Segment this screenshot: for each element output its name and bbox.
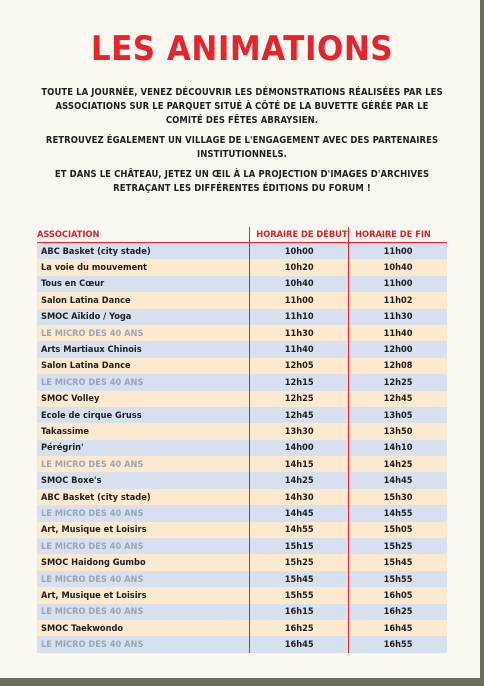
row-end-time: 14h45 [349,472,447,488]
table-row [37,341,447,357]
row-association: LE MICRO DES 40 ANS [37,374,250,390]
row-start-time: 11h40 [250,341,349,357]
row-start-time: 14h45 [250,505,349,521]
table-row [37,309,447,325]
table-row [37,325,447,341]
row-end-time: 11h40 [349,325,447,341]
table-row [37,620,447,636]
row-start-time: 15h55 [250,587,349,603]
row-end-time: 11h00 [349,243,447,260]
row-association: LE MICRO DES 40 ANS [37,636,250,652]
row-end-time: 15h05 [349,522,447,538]
row-start-time: 15h25 [250,554,349,570]
row-association: Art, Musique et Loisirs [37,522,250,538]
row-start-time: 14h55 [250,522,349,538]
row-start-time: 13h30 [250,423,349,439]
row-association: ABC Basket (city stade) [37,489,250,505]
row-association: LE MICRO DES 40 ANS [37,538,250,554]
row-start-time: 11h00 [250,292,349,308]
table-row [37,440,447,456]
row-end-time: 11h02 [349,292,447,308]
row-end-time: 15h30 [349,489,447,505]
row-start-time: 12h05 [250,358,349,374]
table-row [37,456,447,472]
row-start-time: 12h45 [250,407,349,423]
intro-text [40,86,444,202]
row-end-time: 15h45 [349,554,447,570]
row-end-time: 16h55 [349,636,447,652]
row-association: SMOC Haidong Gumbo [37,554,250,570]
table-row [37,472,447,488]
page-title: LES ANIMATIONS [90,29,394,69]
row-end-time: 14h10 [349,440,447,456]
row-association: LE MICRO DES 40 ANS [37,505,250,521]
row-end-time: 13h05 [349,407,447,423]
row-association: Arts Martiaux Chinois [37,341,250,357]
row-end-time: 12h25 [349,374,447,390]
header-start-time: HORAIRE DE DÉBUT [250,227,349,243]
row-end-time: 15h55 [349,571,447,587]
header-end-time: HORAIRE DE FIN [349,227,447,243]
table-row [37,423,447,439]
table-row [37,571,447,587]
table-row [37,538,447,554]
row-association: Salon Latina Dance [37,292,250,308]
row-start-time: 14h00 [250,440,349,456]
row-end-time: 12h08 [349,358,447,374]
row-association: Takassime [37,423,250,439]
header-association: ASSOCIATION [37,227,250,243]
row-end-time: 16h45 [349,620,447,636]
table-row [37,259,447,275]
row-association: LE MICRO DES 40 ANS [37,604,250,620]
row-association: LE MICRO DES 40 ANS [37,325,250,341]
row-start-time: 12h25 [250,391,349,407]
row-start-time: 10h00 [250,243,349,260]
row-end-time: 10h40 [349,259,447,275]
row-end-time: 13h50 [349,423,447,439]
print-reference [462,575,470,615]
intro-paragraph-2: RETROUVEZ ÉGALEMENT UN VILLAGE DE L'ENGAGEMENT AVEC DES PARTENAIRES INSTITUTIONNELS. [45,135,439,160]
row-start-time: 16h45 [250,636,349,652]
row-end-time: 14h55 [349,505,447,521]
row-end-time: 11h00 [349,276,447,292]
row-association: Art, Musique et Loisirs [37,587,250,603]
row-start-time: 16h25 [250,620,349,636]
row-end-time: 12h00 [349,341,447,357]
table-header-row [37,227,447,243]
row-start-time: 16h15 [250,604,349,620]
row-association: Ecole de cirque Gruss [37,407,250,423]
row-association: Tous en Cœur [37,276,250,292]
row-end-time: 11h30 [349,309,447,325]
row-association: LE MICRO DES 40 ANS [37,571,250,587]
row-start-time: 14h25 [250,472,349,488]
table-row [37,276,447,292]
schedule-table-body [37,243,447,653]
table-row [37,554,447,570]
table-row [37,636,447,652]
row-start-time: 10h20 [250,259,349,275]
schedule-table [37,227,447,653]
row-end-time: 15h25 [349,538,447,554]
row-association: SMOC Aïkido / Yoga [37,309,250,325]
row-association: Salon Latina Dance [37,358,250,374]
table-row [37,358,447,374]
row-association: La voie du mouvement [37,259,250,275]
row-association: Pérégrin' [37,440,250,456]
row-start-time: 11h30 [250,325,349,341]
table-row [37,292,447,308]
intro-paragraph-3: ET DANS LE CHÂTEAU, JETEZ UN ŒIL À LA PROJECTION D'IMAGES D'ARCHIVES RETRAÇANT LES DIFFÉRENTES ÉDITIONS DU FORUM ! [54,169,430,194]
table-row [37,522,447,538]
intro-paragraph-1: TOUTE LA JOURNÉE, VENEZ DÉCOUVRIR LES DÉMONSTRATIONS RÉALISÉES PAR LES ASSOCIATIONS SUR LE PARQUET SITUÉ À CÔTÉ DE LA BUVETTE GÉRÉE PAR LE COMITÉ DES FÊTES ABRAYSIEN. [41,87,443,126]
row-end-time: 14h25 [349,456,447,472]
row-start-time: 14h30 [250,489,349,505]
table-row [37,604,447,620]
table-row [37,407,447,423]
table-row [37,505,447,521]
row-association: SMOC Taekwondo [37,620,250,636]
row-start-time: 14h15 [250,456,349,472]
row-start-time: 10h40 [250,276,349,292]
row-association: ABC Basket (city stade) [37,243,250,260]
table-row [37,374,447,390]
table-row [37,489,447,505]
row-start-time: 15h15 [250,538,349,554]
row-start-time: 15h45 [250,571,349,587]
row-association: SMOC Boxe's [37,472,250,488]
row-association: SMOC Volley [37,391,250,407]
row-start-time: 12h15 [250,374,349,390]
row-association: LE MICRO DES 40 ANS [37,456,250,472]
row-end-time: 16h25 [349,604,447,620]
table-row [37,243,447,260]
row-end-time: 16h05 [349,587,447,603]
table-row [37,391,447,407]
table-row [37,587,447,603]
row-end-time: 12h45 [349,391,447,407]
row-start-time: 11h10 [250,309,349,325]
